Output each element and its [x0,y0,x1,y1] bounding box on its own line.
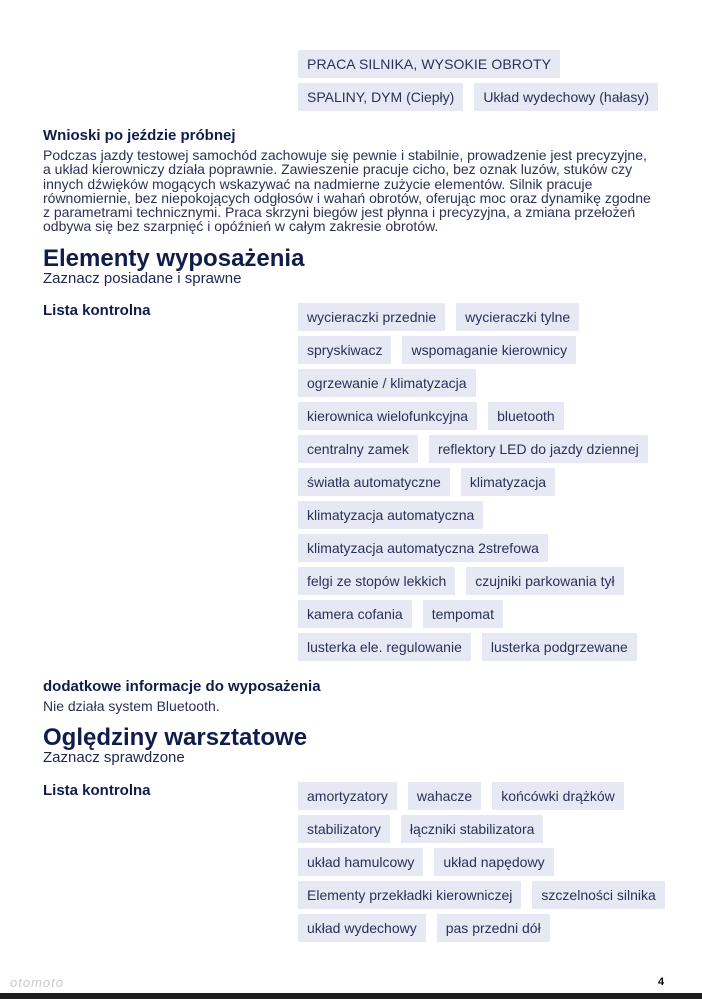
chip: felgi ze stopów lekkich [298,567,455,595]
equipment-heading: Elementy wyposażenia [43,245,305,272]
chip: spryskiwacz [298,336,391,364]
chip: światła automatyczne [298,468,450,496]
chip: SPALINY, DYM (Ciepły) [298,83,463,111]
workshop-checklist-label: Lista kontrolna [43,782,151,799]
chip-row [298,600,503,628]
watermark: otomoto [10,975,64,990]
chip-row [298,815,543,843]
chip-row [298,402,564,430]
chip-row [298,83,658,111]
chip-row [298,567,624,595]
chip: końcówki drążków [492,782,624,810]
chip: lusterka podgrzewane [482,633,637,661]
chip-row [298,633,637,661]
test-drive-text: Podczas jazdy testowej samochód zachowuje się pewnie i stabilnie, prowadzenie jest precyzyjne, a układ kierowniczy działa poprawnie. Zawieszenie pracuje cicho, bez oznak luzów, stuków czy innych dźwięków mogących wskazywać na nadmierne zużycie elementów. Silnik pracuje równomiernie, bez niepokojących odgłosów i wahań obrotów, oferując moc oraz dynamikę zgodne z parametrami technicznymi. Praca skrzyni biegów jest płynna i precyzyjna, a zmiana przełożeń odbywa się bez szarpnięć i opóźnień w całym zakresie obrotów. [43,147,651,235]
chip: PRACA SILNIKA, WYSOKIE OBROTY [298,50,560,78]
chip: kierownica wielofunkcyjna [298,402,477,430]
workshop-heading: Oględziny warsztatowe [43,724,308,751]
chip: układ napędowy [434,848,553,876]
chip: kamera cofania [298,600,412,628]
chip: układ wydechowy [298,914,426,942]
chip-row [298,468,555,496]
bottom-bar [0,993,702,999]
chip-row [298,336,576,364]
chip-row [298,914,550,942]
workshop-subheading: Zaznacz sprawdzone [43,749,185,766]
chip-row [298,50,560,78]
chip-row [298,435,648,463]
chip-row [298,369,476,397]
chip: Układ wydechowy (hałasy) [474,83,658,111]
chip: czujniki parkowania tył [466,567,623,595]
chip: wspomaganie kierownicy [402,336,576,364]
chip-row [298,303,579,331]
chip: szczelności silnika [532,881,664,909]
chip: Elementy przekładki kierowniczej [298,881,521,909]
chip: wycieraczki tylne [456,303,579,331]
chip: lusterka ele. regulowanie [298,633,471,661]
chip-row [298,534,548,562]
chip: pas przedni dół [437,914,550,942]
chip: stabilizatory [298,815,390,843]
chip: klimatyzacja [461,468,555,496]
chip: układ hamulcowy [298,848,423,876]
test-drive-title: Wnioski po jeździe próbnej [43,127,236,144]
chip-row [298,501,483,529]
chip: amortyzatory [298,782,397,810]
chip-row [298,782,624,810]
chip-row [298,881,665,909]
chip: ogrzewanie / klimatyzacja [298,369,476,397]
equipment-subheading: Zaznacz posiadane i sprawne [43,270,242,287]
page-number: 4 [658,976,665,988]
equipment-checklist-label: Lista kontrolna [43,302,151,319]
equipment-extra-label: dodatkowe informacje do wyposażenia [43,678,321,695]
chip: klimatyzacja automatyczna 2strefowa [298,534,548,562]
chip: reflektory LED do jazdy dziennej [429,435,648,463]
chip: wahacze [408,782,481,810]
chip: bluetooth [488,402,564,430]
chip: centralny zamek [298,435,418,463]
chip: wycieraczki przednie [298,303,445,331]
equipment-extra-text: Nie działa system Bluetooth. [43,698,220,714]
chip: klimatyzacja automatyczna [298,501,483,529]
chip: łączniki stabilizatora [401,815,544,843]
chip-row [298,848,554,876]
chip: tempomat [423,600,503,628]
